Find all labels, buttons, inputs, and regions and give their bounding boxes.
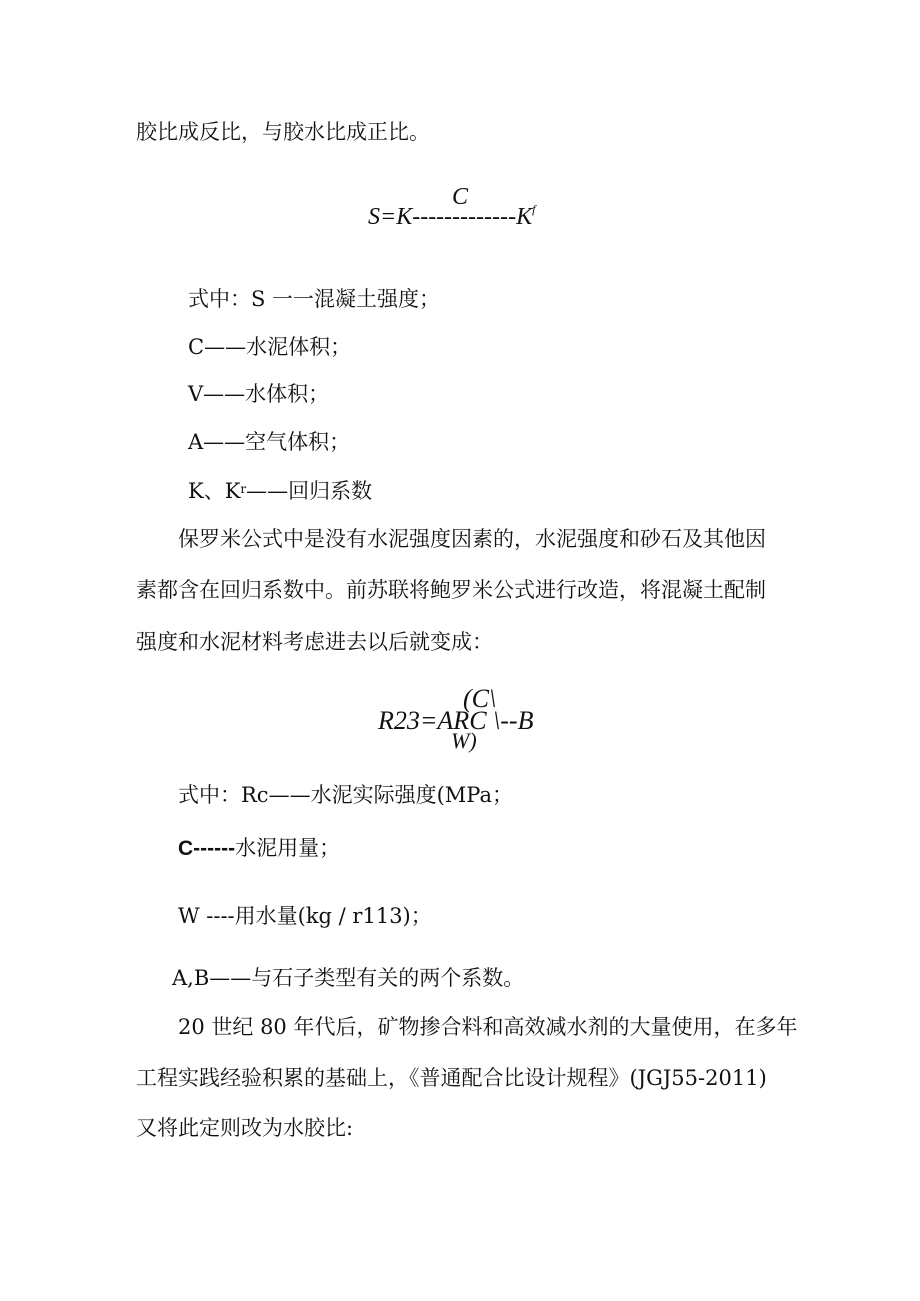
formula1-superscript: f (532, 202, 536, 216)
definition-k-prefix: K、K (188, 479, 241, 503)
definition-c-used (178, 834, 340, 863)
definition-c-used-suffix: 水泥用量； (235, 836, 341, 860)
paragraph2-line1: 20 世纪 80 年代后，矿物掺合料和高效减水剂的大量使用，在多年 (178, 1015, 798, 1039)
definition-c-used-prefix: C------ (178, 837, 236, 860)
definition-rc: 式中：Rc——水泥实际强度(MPa； (178, 783, 513, 807)
definition-c: C——水泥体积； (188, 335, 352, 359)
formula1-main (368, 204, 535, 231)
definition-v: V——水体积； (188, 382, 330, 406)
definition-s: 式中：S 一一混凝土强度； (188, 287, 441, 311)
definition-k-suffix: ——回归系数 (246, 479, 373, 503)
formula2-top: (C\ (463, 684, 497, 713)
definition-k (188, 477, 372, 505)
paragraph1-line2: 素都含在回归系数中。前苏联将鲍罗米公式进行改造，将混凝土配制 (136, 578, 766, 602)
formula1-main-text: S=K-------------K (368, 204, 533, 230)
formula2-bottom: W) (451, 728, 477, 753)
definition-k-superscript: r (240, 482, 247, 496)
paragraph1-line1: 保罗米公式中是没有水泥强度因素的，水泥强度和砂石及其他因 (178, 527, 766, 551)
definition-w: W ----用水量(kg / r113)； (178, 904, 432, 928)
text-line-ratio: 胶比成反比，与胶水比成正比。 (136, 120, 430, 144)
paragraph1-line3: 强度和水泥材料考虑进去以后就变成： (136, 630, 493, 654)
formula2-main: R23=ARC \--B (378, 706, 534, 735)
paragraph2-line2: 工程实践经验积累的基础上，《普通配合比设计规程》(JGJ55-2011) (136, 1066, 767, 1090)
formula1-numerator: C (452, 184, 469, 210)
paragraph2-line3: 又将此定则改为水胶比: (136, 1116, 354, 1140)
definition-a: A——空气体积； (188, 430, 351, 454)
definition-ab: A,B——与石子类型有关的两个系数。 (172, 966, 525, 990)
